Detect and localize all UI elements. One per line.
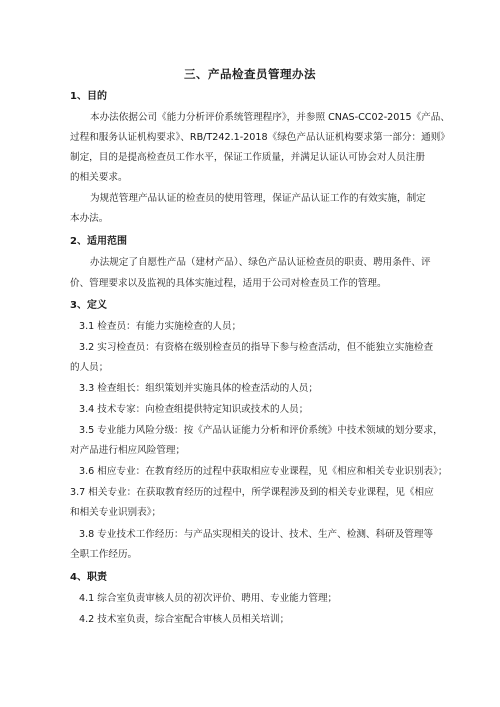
paragraph-line: 本办法。	[70, 213, 109, 224]
definition-line: 3.1 检查员：有能力实施检查的人员；	[79, 321, 242, 332]
responsibility-line: 4.2 技术室负责，综合室配合审核人员相关培训；	[79, 614, 290, 625]
paragraph-line: 为规范管理产品认证的检查员的使用管理，保证产品认证工作的有效实施，制定	[90, 193, 426, 204]
definition-line: 3.5 专业能力风险分级：按《产品认证能力分析和评价系统》中技术领域的划分要求，	[79, 425, 443, 436]
definition-line: 3.3 检查组长：组织策划并实施具体的检查活动的人员；	[79, 383, 318, 394]
definition-line: 3.6 相应专业：在教育经历的过程中获取相应专业课程，见《相应和相关专业识别表》；	[79, 466, 448, 477]
section-2-heading: 2、适用范围	[70, 236, 127, 247]
paragraph-line: 价、管理要求以及监视的具体实施过程，适用于公司对检查员工作的管理。	[70, 278, 387, 289]
definition-line: 3.4 技术专家：向检查组提供特定知识或技术的人员；	[79, 404, 309, 415]
document-title: 三、产品检查员管理办法	[184, 67, 316, 81]
paragraph-line: 过程和服务认证机构要求》、RB/T242.1-2018《绿色产品认证机构要求第一部分：通则》	[70, 132, 450, 143]
section-4-heading: 4、职责	[70, 572, 107, 583]
definition-line: 对产品进行相应风险管理；	[70, 445, 186, 456]
definition-line: 的人员；	[70, 362, 109, 373]
definition-line: 全职工作经历。	[70, 549, 138, 560]
section-1-heading: 1、目的	[70, 91, 107, 102]
responsibility-line: 4.1 综合室负责审核人员的初次评价、聘用、专业能力管理；	[79, 593, 338, 604]
paragraph-line: 本办法依据公司《能力分析评价系统管理程序》，并参照 CNAS-CC02-2015《产品、	[90, 112, 450, 123]
paragraph-line: 办法规定了自愿性产品（建材产品）、绿色产品认证检查员的职责、聘用条件、评	[90, 257, 431, 268]
paragraph-line: 的相关要求。	[70, 172, 128, 183]
paragraph-line: 制定，目的是提高检查员工作水平，保证工作质量，并满足认证认可协会对人员注册	[70, 152, 425, 163]
definition-line: 3.8 专业技术工作经历：与产品实现相关的设计、技术、生产、检测、科研及管理等	[79, 529, 434, 540]
definition-line: 和相关专业识别表》；	[70, 507, 162, 518]
section-3-heading: 3、定义	[70, 300, 107, 311]
definition-line: 3.7 相关专业：在获取教育经历的过程中，所学课程涉及到的相关专业课程，见《相应	[70, 487, 434, 498]
definition-line: 3.2 实习检查员：有资格在级别检查员的指导下参与检查活动，但不能独立实施检查	[79, 342, 434, 353]
